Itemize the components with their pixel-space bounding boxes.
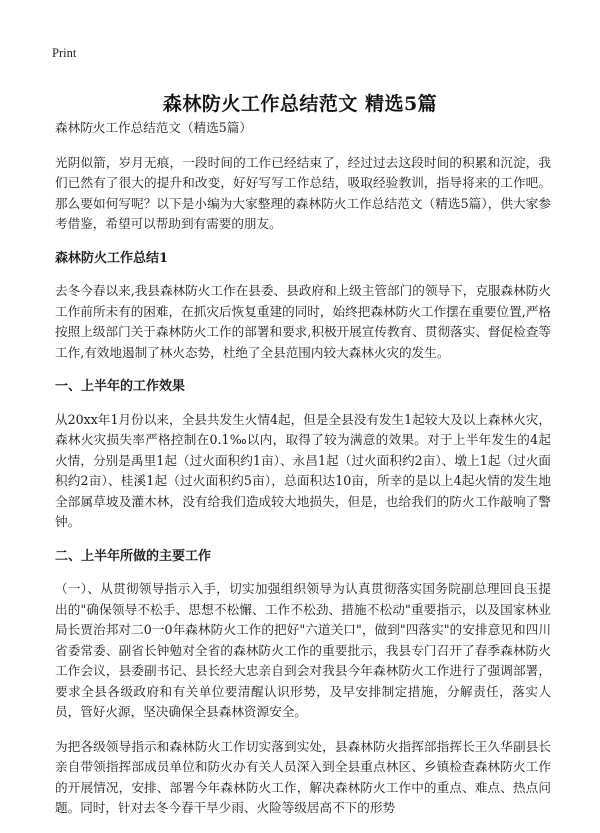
subsection-heading-main-work: 二、上半年所做的主要工作 [55,548,212,564]
print-link[interactable]: Print [52,46,77,60]
section1-paragraph: 去冬今春以来,我县森林防火工作在县委、县政府和上级主管部门的领导下，克服森林防火工作前所未有的困难，在抓灾后恢复重建的同时，始终把森林防火工作摆在重要位置,严格按照上级部门关于森林防火工作的部署和要求,积极开展宣传教育、贯彻落实、督促检查等工作,有效地遏制了林火态势，杜绝了全县范围内较大森林火灾的发生。 [55,283,551,360]
document-body [55,118,551,833]
main-work-paragraph-2: 为把各级领导指示和森林防火工作切实落到实处，县森林防火指挥部指挥长王久华副县长亲自带领指挥部成员单位和防火办有关人员深入到全县重点林区、乡镇检查森林防火工作的开展情况，安排、部署今年森林防火工作，解决森林防火工作中的重点、难点、热点问题。同时，针对去冬今春干旱少雨、火险等级居高不下的形势 [55,738,551,815]
document-subtitle: 森林防火工作总结范文（精选5篇） [55,120,252,135]
document-title: 森林防火工作总结范文 精选5篇 [162,92,438,115]
subsection-heading-results: 一、上半年的工作效果 [55,379,186,394]
results-paragraph: 从20xx年1月份以来，全县共发生火情4起，但是全县没有发生1起较大及以上森林火灾，森林火灾损失率严格控制在0.1‰以内，取得了较为满意的效果。对于上半年发生的4起火情，分别是禹里1起（过火面积约1亩）、永昌1起（过火面积约2亩）、墩上1起（过火面积约2亩）、桂溪1起（过火面积约5亩），总面积达10亩，所幸的是以上4起火情的发生地全部属草坡及灌木林，没有给我们造成较大地损失，但是，也给我们的防火工作敲响了警钟。 [55,411,551,529]
section-heading-1: 森林防火工作总结1 [55,250,169,266]
main-work-paragraph-1: （一）、从贯彻领导指示入手，切实加强组织领导为认真贯彻落实国务院副总理回良玉提出的"确保领导不松手、思想不松懈、工作不松劲、措施不松动"重要指示，以及国家林业局长贾治邦对二0一0年森林防火工作的把好"六道关口"，做到"四落实"的安排意见和四川省委常委、副省长钟勉对全省的森林防火工作的重要批示，我县专门召开了春季森林防火工作会议，县委副书记、县长经大忠亲自到会对我县今年森林防火工作进行了强调部署，要求全县各级政府和有关单位要清醒认识形势，及早安排制定措施，分解责任，落实人员，管好火源，坚决确保全县森林资源安全。 [55,581,551,719]
intro-paragraph: 光阴似箭，岁月无痕，一段时间的工作已经结束了，经过过去这段时间的积累和沉淀，我们已然有了很大的提升和改变，好好写写工作总结，吸取经验教训，指导将来的工作吧。那么要如何写呢？以下是小编为大家整理的森林防火工作总结范文（精选5篇），供大家参考借鉴，希望可以帮助到有需要的朋友。 [55,154,551,231]
